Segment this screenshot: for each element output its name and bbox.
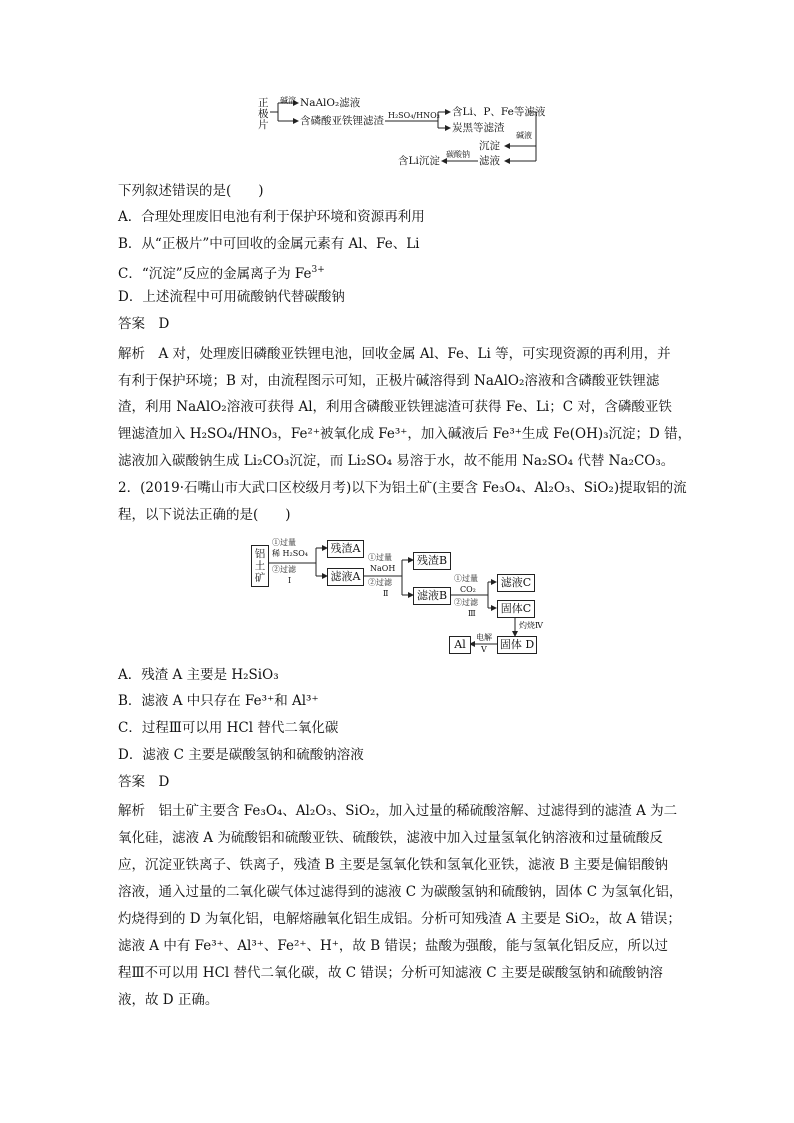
q2-analysis-line: 溶液，通入过量的二氧化碳气体过滤得到的滤液 C 为碳酸氢钠和硫酸钠，固体 C 为氢氧化铝， [118, 884, 683, 900]
lifepo4-residue-label: 含磷酸亚铁锂滤渣 [300, 115, 384, 127]
li-p-fe-filtrate-label: 含Li、P、Fe等滤液 [452, 106, 546, 118]
step2-numeral: Ⅱ [383, 589, 389, 598]
solid-d-box: 固体 D [497, 636, 537, 654]
solid-c-box: 固体C [497, 600, 535, 618]
sodium-carbonate-label: 碳酸钠 [446, 150, 470, 159]
q2-analysis-line: 氧化硅，滤液 A 为硫酸铝和硫酸亚铁、硫酸铁，滤液中加入过量氢氧化钠溶液和过量硫酸反 [118, 830, 663, 846]
filtrate-a-box: 滤液A [327, 568, 364, 586]
aluminum-box: Al [449, 636, 471, 654]
q2-option-a: A．残渣 A 主要是 H₂SiO₃ [118, 667, 279, 683]
q1-option-c-text: C．“沉淀”反应的金属离子为 Fe [118, 266, 312, 282]
q2-analysis-line: 程Ⅲ不可以用 HCl 替代二氧化碳，故 C 错误；分析可知滤液 C 主要是碳酸氢钠和硫酸钠溶 [118, 965, 663, 981]
precipitate-label: 沉淀 [479, 140, 500, 152]
step1-reagent-a: ①过量 [272, 538, 296, 547]
q2-option-c: C．过程Ⅲ可以用 HCl 替代二氧化碳 [118, 720, 339, 736]
q1-option-b: B．从“正极片”中可回收的金属元素有 Al、Fe、Li [118, 236, 420, 252]
base-solution-label: 碱液 [516, 131, 532, 140]
filtrate-c-box: 滤液C [497, 574, 535, 592]
step1-filter: ②过滤 [272, 565, 296, 574]
q1-analysis-line: 有利于保护环境；B 对，由流程图示可知，正极片碱溶得到 NaAlO₂溶液和含磷酸亚铁锂滤 [118, 373, 660, 389]
filtrate3-label: 滤液 [479, 155, 500, 167]
filtrate-b-box: 滤液B [413, 587, 451, 605]
q1-option-c-charge: 3+ [311, 265, 325, 275]
carbon-residue-label: 炭黑等滤渣 [452, 122, 505, 134]
q2-analysis-line: 灼烧得到的 D 为氧化铝，电解熔融氧化铝生成铝。分析可知残渣 A 主要是 SiO₂，故 A 错误； [118, 911, 681, 927]
q1-option-d: D．上述流程中可用硫酸钠代替碳酸钠 [118, 289, 345, 305]
q1-stem: 下列叙述错误的是( ) [118, 183, 264, 199]
step2-reagent-a: ①过量 [368, 553, 392, 562]
step3-numeral: Ⅲ [468, 609, 476, 618]
q2-option-d: D．滤液 C 主要是碳酸氢钠和硫酸钠溶液 [118, 747, 364, 763]
q2-analysis-line: 解析 铝土矿主要含 Fe₃O₄、Al₂O₃、SiO₂，加入过量的稀硫酸溶解、过滤得到的滤渣 A 为二 [118, 803, 678, 819]
bauxite-box: 铝土矿 [251, 545, 269, 587]
step1-numeral: Ⅰ [288, 576, 292, 585]
li-precipitate-label: 含Li沉淀 [398, 155, 440, 167]
step4-calcine: 灼烧Ⅳ [519, 621, 543, 630]
step3-reagent-a: ①过量 [454, 574, 478, 583]
q2-analysis-line: 应，沉淀亚铁离子、铁离子，残渣 B 主要是氢氧化铁和氢氧化亚铁，滤液 B 主要是偏铝酸钠 [118, 857, 669, 873]
positive-electrode-label: 正极片 [258, 97, 269, 131]
step5-electrolysis: 电解 [476, 633, 492, 642]
q1-analysis-line: 锂滤渣加入 H₂SO₄/HNO₃，Fe²⁺被氧化成 Fe³⁺，加入碱液后 Fe³⁺生成 Fe(OH)₃沉淀；D 错， [118, 426, 692, 442]
step3-filter: ②过滤 [454, 598, 478, 607]
q2-analysis-line: 滤液 A 中有 Fe³⁺、Al³⁺、Fe²⁺、H⁺，故 B 错误；盐酸为强酸，能与氢氧化铝反应，所以过 [118, 938, 668, 954]
acid-reagent-label: H₂SO₄/HNO₃ [388, 111, 440, 120]
residue-b-box: 残渣B [413, 552, 451, 570]
q1-answer: 答案 D [118, 316, 170, 332]
q2-stem-line2: 程，以下说法正确的是( ) [118, 507, 291, 523]
q1-analysis-line: 滤液加入碳酸钠生成 Li₂CO₃沉淀，而 Li₂SO₄ 易溶于水，故不能用 Na₂SO₄ 代替 Na₂CO₃。 [118, 453, 675, 469]
q1-option-a: A．合理处理废旧电池有利于保护环境和资源再利用 [118, 209, 425, 225]
residue-a-box: 残渣A [327, 540, 364, 558]
q2-option-b: B．滤液 A 中只存在 Fe³⁺和 Al³⁺ [118, 693, 319, 709]
alkali-dissolve-label: 碱溶 [280, 96, 296, 105]
step2-filter: ②过滤 [368, 578, 392, 587]
q2-stem-line1: 2．(2019·石嘴山市大武口区校级月考)以下为铝土矿(主要含 Fe₃O₄、Al₂O₃、SiO₂)提取铝的流 [118, 480, 687, 496]
step2-reagent-b: NaOH [370, 564, 396, 573]
step3-reagent-b: CO₂ [460, 585, 476, 594]
naalo2-filtrate-label: NaAlO₂滤液 [300, 97, 361, 109]
q2-analysis-line: 液，故 D 正确。 [118, 992, 219, 1008]
step1-reagent-b: 稀 H₂SO₄ [272, 549, 308, 558]
q2-answer: 答案 D [118, 774, 170, 790]
q1-analysis-line: 渣，利用 NaAlO₂溶液可获得 Al，利用含磷酸亚铁锂滤渣可获得 Fe、Li；C 对，含磷酸亚铁 [118, 399, 672, 415]
step5-numeral: Ⅴ [481, 645, 487, 654]
q1-analysis-line: 解析 A 对，处理废旧磷酸亚铁锂电池，回收金属 Al、Fe、Li 等，可实现资源的再利用，并 [118, 346, 671, 362]
